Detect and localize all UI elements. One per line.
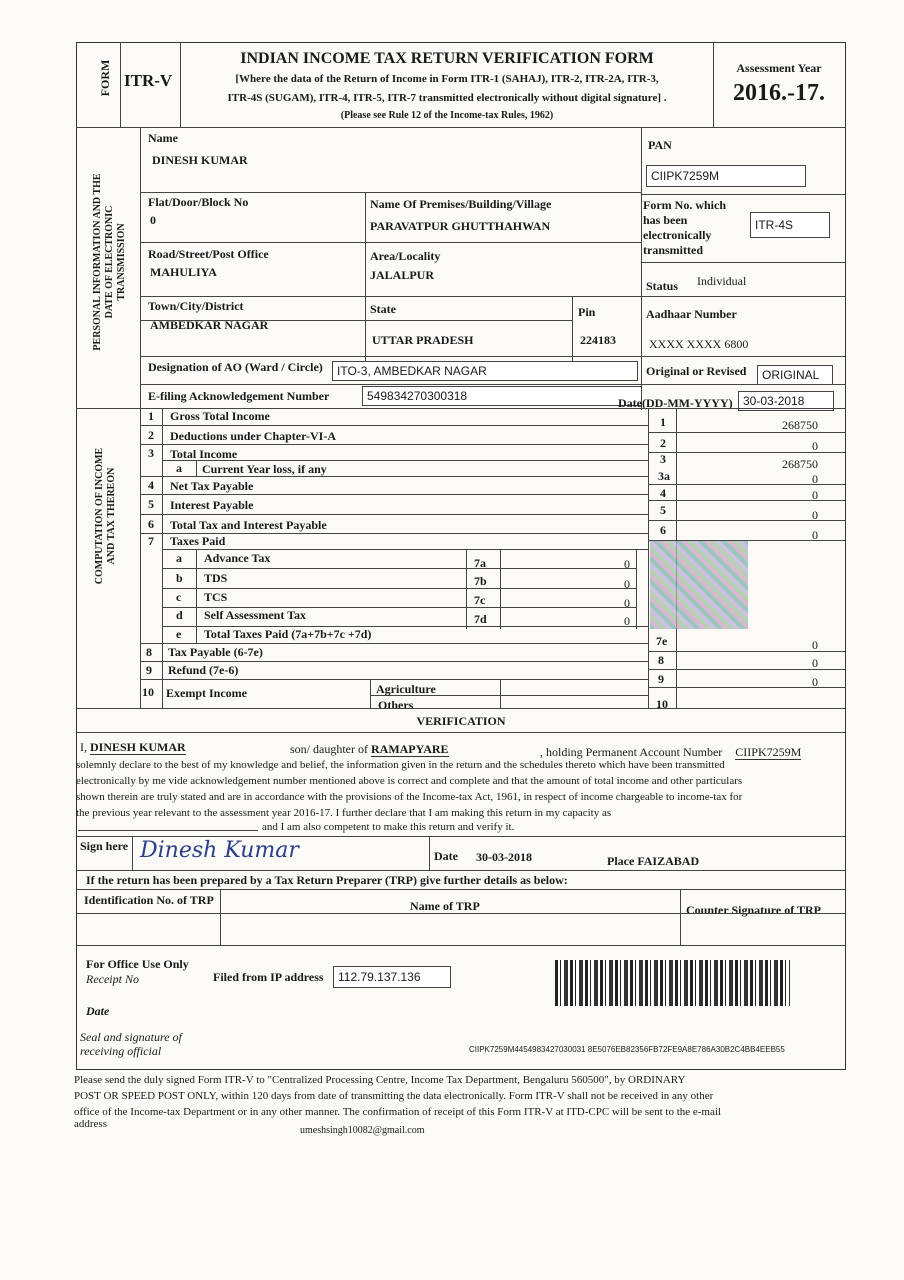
date-label: Date(DD-MM-YYYY) [618,396,733,410]
form-no-label: Form No. which has been electronically transmitted [643,198,726,257]
verification-line-3: shown therein are truly stated and are in accordance with the provisions of the Income-tax Act, 1961, in respect of income chargeable to income-tax for [76,791,743,803]
form-subtitle-2: ITR-4S (SUGAM), ITR-4, ITR-5, ITR-7 transmitted electronically without digital signature] . [227,92,667,104]
receipt-label: Receipt No [86,972,139,986]
city-label: Town/City/District [148,299,244,313]
trp-id-label: Identification No. of TRP [84,893,214,907]
road-label: Road/Street/Post Office [148,247,269,261]
verification-son-of: son/ daughter of RAMAPYARE [290,742,449,756]
sign-label: Sign here [80,839,129,853]
verification-date-label: Date [434,849,458,863]
flat-label: Flat/Door/Block No [148,195,249,209]
original-revised-label: Original or Revised [646,364,747,378]
trp-signature-label: Counter Signature of TRP [686,903,822,917]
name-value: DINESH KUMAR [152,153,248,167]
footer-line-3: office of the Income-tax Department or in any other manner. The confirmation of receipt of this Form ITR-V at ITD-CPC will be sent to the e-mail [74,1106,721,1118]
assessment-year-label: Assessment Year [736,61,822,75]
ip-label: Filed from IP address [213,970,324,984]
state-value: UTTAR PRADESH [372,333,474,347]
verification-line-4: the previous year relevant to the assessment year 2016-17. I further declare that I am making this return in my capacity as [76,807,612,819]
footer-line-4: address [74,1118,107,1130]
road-value: MAHULIYA [150,265,217,279]
trp-name-label: Name of TRP [410,899,480,913]
footer-line-2: POST OR SPEED POST ONLY, within 120 days from date of transmitting the data electronically. Form ITR-V shall not be received in any other [74,1090,714,1102]
date-value: 30-03-2018 [738,391,834,411]
ack-value: 549834270300318 [362,386,642,406]
signature: Dinesh Kumar [140,838,299,863]
verification-line-5: and I am also competent to make this return and verify it. [262,821,515,833]
form-code: ITR-V [124,71,173,90]
area-label: Area/Locality [370,249,441,263]
flat-value: 0 [150,213,156,227]
barcode-text: CIIPK7259M4454983427030031 8E5076EB82356FB72FE9A8E786A30B2C4BB4EEB55 [469,1045,785,1054]
aadhaar-label: Aadhaar Number [646,307,737,321]
verification-holding: , holding Permanent Account Number CIIPK7259M [540,745,802,759]
trp-note: If the return has been prepared by a Tax Return Preparer (TRP) give further details as below: [86,873,568,887]
name-label: Name [148,131,178,145]
form-label: FORM [98,59,112,97]
form-no-value: ITR-4S [750,212,830,238]
form-subtitle-1: [Where the data of the Return of Income in Form ITR-1 (SAHAJ), ITR-2, ITR-2A, ITR-3, [235,73,659,85]
section-computation-label: COMPUTATION OF INCOME AND TAX THEREON [94,447,117,585]
footer-line-1: Please send the duly signed Form ITR-V to "Centralized Processing Centre, Income Tax Department, Bengaluru 560500", by ORDINARY [74,1074,686,1086]
ao-value: ITO-3, AMBEDKAR NAGAR [332,361,638,381]
area-value: JALALPUR [370,268,435,282]
original-revised-value: ORIGINAL [757,365,833,385]
ip-value: 112.79.137.136 [333,966,451,988]
premises-label: Name Of Premises/Building/Village [370,197,552,211]
section-personal-label: PERSONAL INFORMATION AND THE DATE OF ELECTRONIC TRANSMISSION [92,173,127,351]
city-value: AMBEDKAR NAGAR [150,318,269,332]
form-title: INDIAN INCOME TAX RETURN VERIFICATION FORM [240,50,654,67]
verification-date: 30-03-2018 [476,850,532,864]
verification-line-1: solemnly declare to the best of my knowledge and belief, the information given in the return and the schedules thereto which have been transmitted [76,759,725,771]
barcode [555,960,790,1006]
pan-value: CIIPK7259M [646,165,806,187]
verification-line-2: electronically by me vide acknowledgement number mentioned above is correct and complete and that the amount of total income and other particulars [76,775,743,787]
state-label: State [370,302,396,316]
aadhaar-value: XXXX XXXX 6800 [649,337,749,351]
ack-label: E-filing Acknowledgement Number [148,389,330,403]
form-subtitle-note: (Please see Rule 12 of the Income-tax Rules, 1962) [340,110,554,121]
footer-email: umeshsingh10082@gmail.com [300,1125,425,1136]
pin-value: 224183 [580,333,616,347]
place: Place FAIZABAD [607,854,700,868]
verification-heading: VERIFICATION [416,714,506,728]
assessment-year: 2016.-17. [733,80,825,106]
seal-label: Seal and signature of receiving official [80,1030,182,1058]
pin-label: Pin [578,305,596,319]
ao-label: Designation of AO (Ward / Circle) [148,360,323,374]
verification-i: I, DINESH KUMAR [80,740,186,754]
status-label: Status [646,279,679,293]
office-heading: For Office Use Only [86,957,189,971]
pan-label: PAN [648,138,672,152]
office-date-label: Date [86,1004,110,1018]
status-value: Individual [697,274,747,288]
premises-value: PARAVATPUR GHUTTHAHWAN [370,219,551,233]
hologram [650,541,748,629]
